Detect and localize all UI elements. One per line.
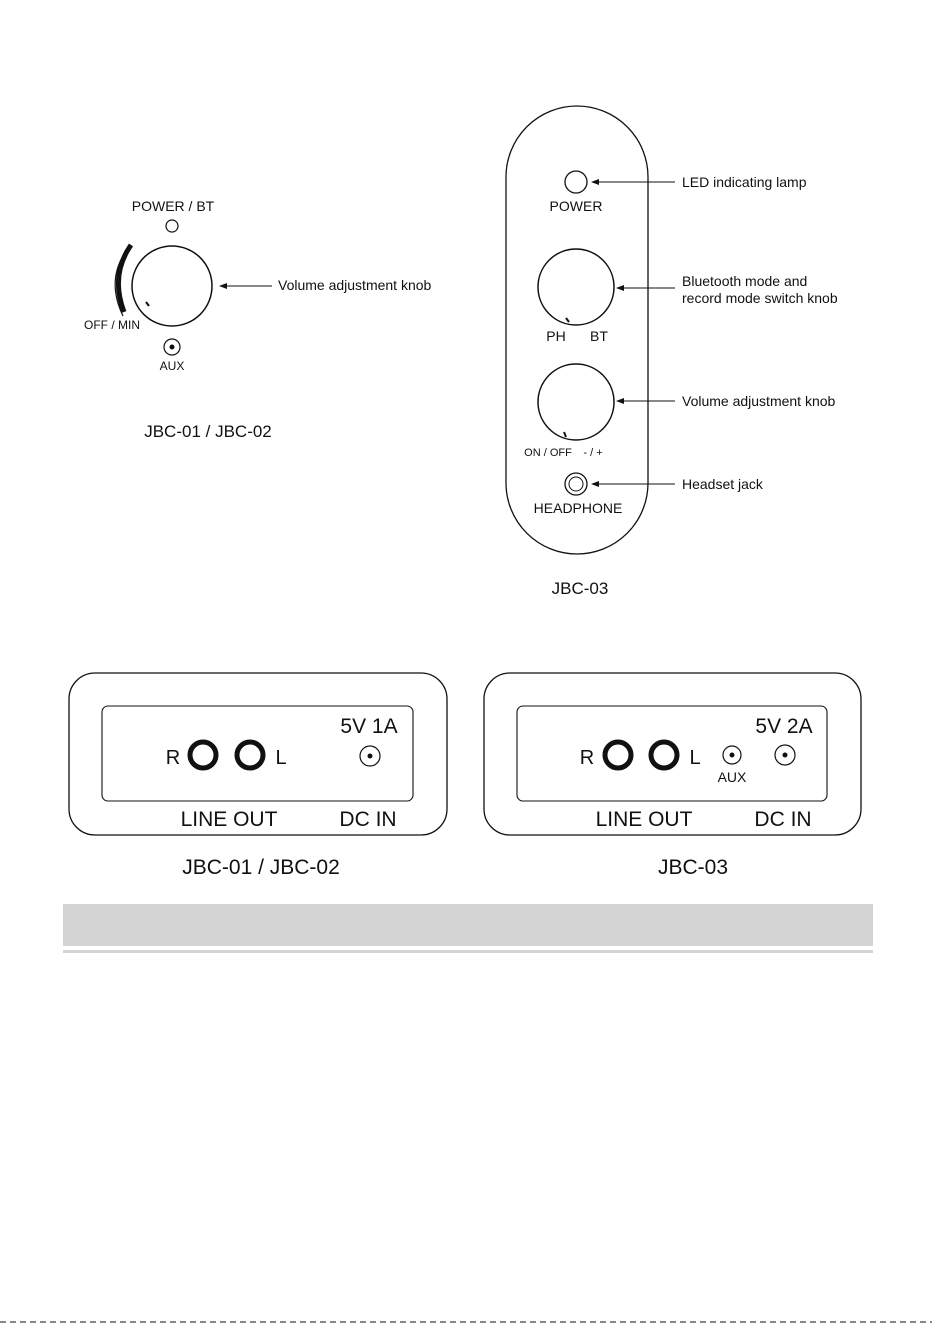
aux-label: AUX xyxy=(159,359,185,373)
line-out-l-jack xyxy=(651,742,677,768)
line-out-label: LINE OUT xyxy=(595,808,693,831)
aux-label: AUX xyxy=(717,769,747,785)
bt-label: BT xyxy=(590,328,608,344)
on-off-label: ON / OFF xyxy=(524,447,572,459)
line-out-r-jack xyxy=(190,742,216,768)
line-out-l-label: L xyxy=(275,747,287,769)
mode-callout-line1: Bluetooth mode and xyxy=(682,273,808,289)
off-min-label: OFF / MIN xyxy=(84,318,140,332)
model-caption: JBC-01 / JBC-02 xyxy=(144,422,272,441)
led-callout-label: LED indicating lamp xyxy=(682,174,807,190)
line-out-l-label: L xyxy=(689,747,701,769)
mode-callout-line2: record mode switch knob xyxy=(682,290,838,306)
section-header-rule xyxy=(63,950,873,953)
ph-label: PH xyxy=(546,328,566,344)
line-out-r-jack xyxy=(605,742,631,768)
line-out-label: LINE OUT xyxy=(180,808,278,831)
power-label: POWER xyxy=(549,198,603,214)
jbc01-rear-panel xyxy=(69,673,447,879)
model-caption: JBC-01 / JBC-02 xyxy=(182,856,340,879)
dc-in-jack-core xyxy=(368,754,373,759)
mode-switch-knob[interactable] xyxy=(538,249,614,325)
aux-jack-core xyxy=(170,345,175,350)
headphone-label: HEADPHONE xyxy=(533,500,623,516)
model-caption: JBC-03 xyxy=(657,856,729,879)
volume-callout-label: Volume adjustment knob xyxy=(278,277,432,293)
jbc01-front-panel xyxy=(84,198,432,441)
aux-jack-core xyxy=(730,753,735,758)
dc-in-label: DC IN xyxy=(339,808,397,831)
minus-plus-label: - / + xyxy=(583,447,603,459)
volume-knob[interactable] xyxy=(538,364,614,440)
model-caption: JBC-03 xyxy=(551,579,609,598)
section-header-band xyxy=(63,904,873,946)
dc-in-jack-core xyxy=(783,753,788,758)
jbc03-rear-panel xyxy=(484,673,861,879)
headphone-jack-icon xyxy=(565,473,587,495)
volume-scale-arc xyxy=(118,245,131,312)
volume-knob[interactable] xyxy=(132,246,212,326)
line-out-l-jack xyxy=(237,742,263,768)
power-rating-label: 5V 2A xyxy=(755,715,813,738)
dc-in-label: DC IN xyxy=(754,808,812,831)
line-out-r-label: R xyxy=(165,747,181,769)
jbc03-front-panel xyxy=(506,106,838,598)
power-bt-led-icon xyxy=(166,220,178,232)
power-rating-label: 5V 1A xyxy=(340,715,398,738)
led-lamp-icon xyxy=(565,171,587,193)
headset-callout-label: Headset jack xyxy=(682,476,763,492)
volume-callout-label: Volume adjustment knob xyxy=(682,393,836,409)
power-bt-label: POWER / BT xyxy=(131,198,215,214)
line-out-r-label: R xyxy=(579,747,595,769)
